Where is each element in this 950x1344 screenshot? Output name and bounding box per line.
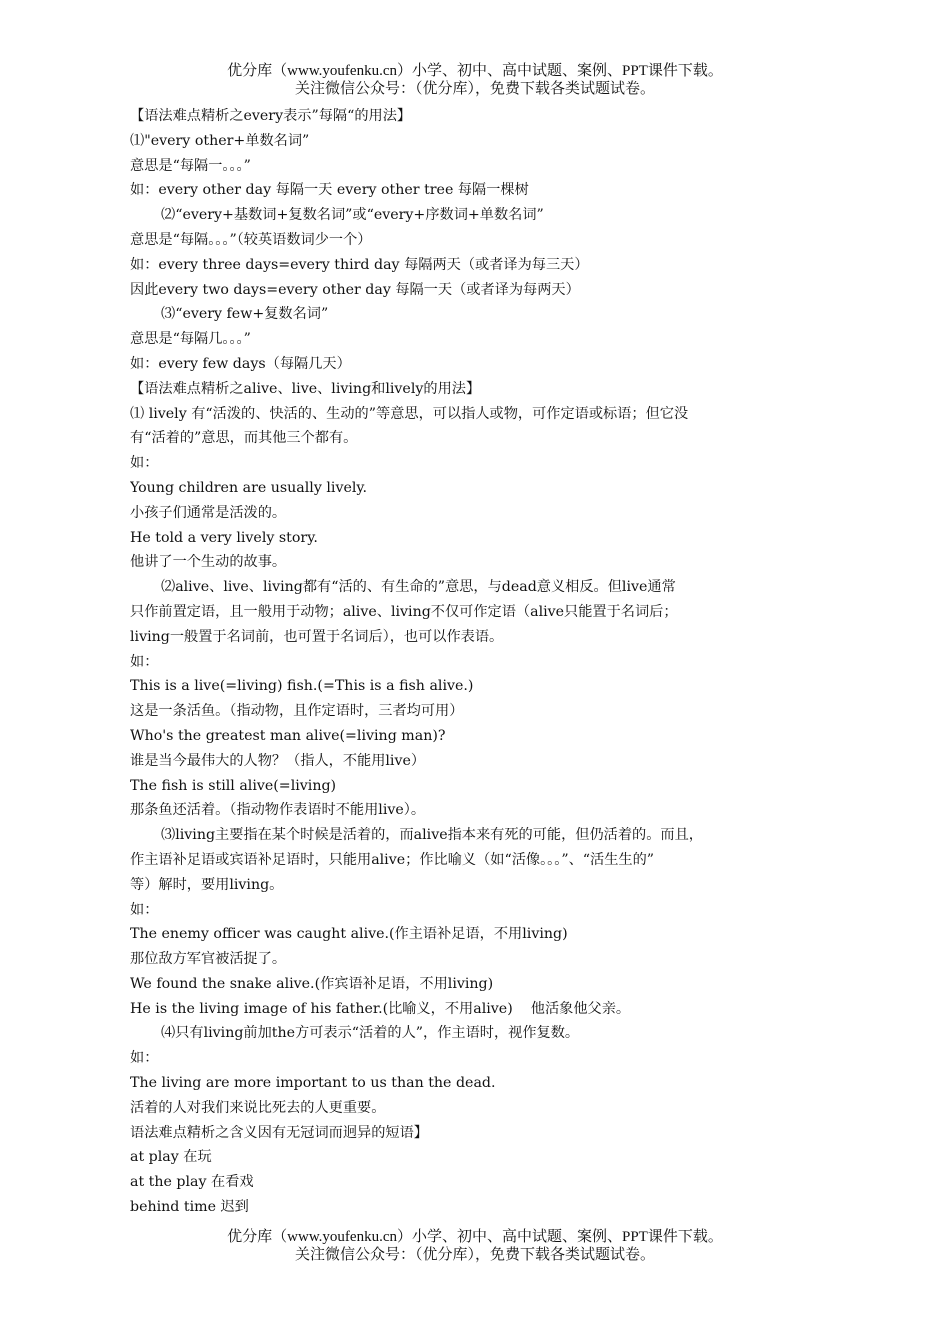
text-line: living一般置于名词前，也可置于名词后），也可以作表语。 <box>130 628 504 645</box>
footer-line-1: 优分库（www.youfenku.cn）小学、初中、高中试题、案例、PPT课件下载。 <box>227 1229 723 1245</box>
text-line: ⑵alive、live、living都有“活的、有生命的”意思，与dead意义相反。但live通常 <box>161 579 676 596</box>
text-line: 如：every few days（每隔几天） <box>130 355 351 372</box>
header-line-2: 关注微信公众号：（优分库），免费下载各类试题试卷。 <box>294 81 655 97</box>
text-line: ⑶“every few+复数名词” <box>161 306 329 323</box>
text-line: He is the living image of his father.(比喻义，不用alive) 他活象他父亲。 <box>130 1000 631 1017</box>
text-line: 如： <box>130 901 159 918</box>
text-line: ⑴ lively 有“活泼的、快活的、生动的”等意思，可以指人或物，可作定语或标语；但它没 <box>130 405 689 422</box>
text-line: 活着的人对我们来说比死去的人更重要。 <box>130 1099 386 1116</box>
text-line: He told a very lively story. <box>130 529 318 546</box>
text-line: Young children are usually lively. <box>130 479 368 496</box>
text-line: 如：every other day 每隔一天 every other tree 每隔一棵树 <box>130 182 529 199</box>
text-line: The living are more important to us than the dead. <box>130 1075 496 1092</box>
text-line: 有“活着的”意思，而其他三个都有。 <box>130 430 358 447</box>
text-line: We found the snake alive.(作宾语补足语，不用living) <box>130 975 494 992</box>
text-line: 等）解时，要用living。 <box>130 876 284 893</box>
text-line: 意思是“每隔一。。。” <box>130 157 251 174</box>
text-line: ⑶living主要指在某个时候是活着的，而alive指本来有死的可能，但仍活着的。而且， <box>161 827 703 844</box>
text-line: 只作前置定语，且一般用于动物；alive、living不仅可作定语（alive只能置于名词后； <box>130 603 678 620</box>
text-line: 如： <box>130 455 159 472</box>
text-line: The fish is still alive(=living) <box>130 777 337 794</box>
text-line: ⑷只有living前加the方可表示“活着的人”，作主语时，视作复数。 <box>161 1025 580 1042</box>
text-line: This is a live(=living) fish.(=This is a fish alive.) <box>130 678 474 695</box>
text-line: 这是一条活鱼。（指动物，且作定语时，三者均可用） <box>130 703 464 720</box>
text-line: The enemy officer was caught alive.(作主语补足语，不用living) <box>130 926 568 943</box>
footer-line-2: 关注微信公众号：（优分库），免费下载各类试题试卷。 <box>294 1247 655 1263</box>
text-line: 【语法难点精析之every表示”每隔“的用法】 <box>130 108 412 124</box>
header-line-1: 优分库（www.youfenku.cn）小学、初中、高中试题、案例、PPT课件下载。 <box>227 63 723 79</box>
text-line: 那位敌方军官被活捉了。 <box>130 951 287 968</box>
text-line: 那条鱼还活着。（指动物作表语时不能用live）。 <box>130 802 426 819</box>
text-line: 语法难点精析之含义因有无冠词而迥异的短语】 <box>130 1124 428 1141</box>
text-line: Who's the greatest man alive(=living man)? <box>130 727 446 744</box>
page-footer <box>0 1228 950 1264</box>
text-line: behind time 迟到 <box>130 1199 249 1216</box>
text-line: 因此every two days=every other day 每隔一天（或者译为每两天） <box>130 281 580 298</box>
text-line: 如：every three days=every third day 每隔两天（或者译为每三天） <box>130 256 589 273</box>
text-line: 【语法难点精析之alive、live、living和lively的用法】 <box>130 380 481 397</box>
document-body <box>130 104 822 1220</box>
page-header <box>0 62 950 98</box>
text-line: 如： <box>130 1050 159 1067</box>
text-line: ⑵“every+基数词+复数名词”或“every+序数词+单数名词” <box>161 207 544 224</box>
text-line: at the play 在看戏 <box>130 1174 254 1191</box>
text-line: 如： <box>130 653 159 670</box>
text-line: 意思是“每隔几。。。” <box>130 331 251 348</box>
text-line: 作主语补足语或宾语补足语时，只能用alive；作比喻义（如“活像。。。”、“活生生的” <box>130 851 655 868</box>
text-line: 他讲了一个生动的故事。 <box>130 554 287 571</box>
text-line: at play 在玩 <box>130 1149 212 1166</box>
text-line: 谁是当今最伟大的人物？（指人，不能用live） <box>130 752 426 769</box>
text-line: 意思是“每隔。。。”（较英语数词少一个） <box>130 231 372 248</box>
text-line: 小孩子们通常是活泼的。 <box>130 504 287 521</box>
text-line: ⑴"every other+单数名词” <box>130 132 310 149</box>
